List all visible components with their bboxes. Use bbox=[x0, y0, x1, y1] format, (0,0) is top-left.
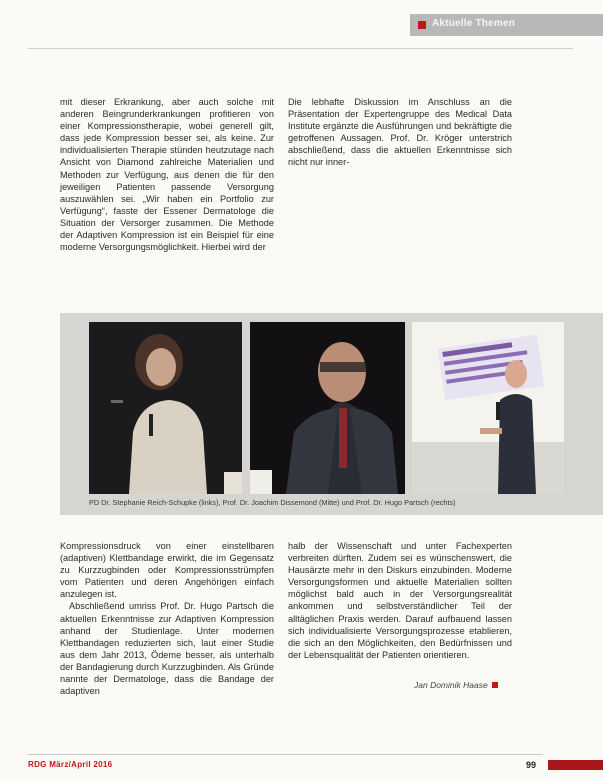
paragraph: Abschließend umriss Prof. Dr. Hugo Partsch die aktuellen Erkenntnisse zur Adaptiven Kompression anhand der Studienlage. Unter modernen Klettbandagen reduzierten sich, laut einer Studie aus dem Jahr 2013, Ödeme besser, als unterhalb der Bandagierung durch Kurzzugbinden. Als Gründe nannte der Dermatologe, dass die Bandage der adaptiven bbox=[60, 601, 274, 697]
photo-speaker-left bbox=[89, 322, 242, 494]
photo-caption: PD Dr. Stephanie Reich-Schupke (links), Prof. Dr. Joachim Dissemond (Mitte) und Prof. Dr. Hugo Partsch (rechts) bbox=[89, 498, 456, 507]
end-square-icon bbox=[492, 682, 498, 688]
page-number: 99 bbox=[526, 760, 537, 770]
footer-bar bbox=[548, 760, 603, 770]
footer-divider bbox=[28, 754, 543, 755]
footer-issue: RDG März/April 2016 bbox=[28, 760, 113, 769]
author-line bbox=[414, 680, 498, 690]
article-column-3 bbox=[60, 540, 274, 697]
photo-speaker-right bbox=[412, 322, 564, 494]
photo-speaker-center bbox=[250, 322, 405, 494]
section-tag bbox=[410, 14, 603, 36]
paragraph: Die lebhafte Diskussion im Anschluss an die Präsentation der Expertengruppe des Medical Data Institute ergänzte die Ausführungen und bekräftigte die getroffenen Aussagen. Prof. Dr. Kröger unterstrich abschließend, dass die aktuellen Erkenntnisse sich nicht nur inner- bbox=[288, 97, 512, 168]
article-column-2 bbox=[288, 96, 512, 169]
paragraph: mit dieser Erkrankung, aber auch solche mit anderen Beingrunderkrankungen profitieren von einer Kompressionstherapie, wobei generell gilt, dass jede Kompression besser sei, als keine. Zur individualisierten Therapie stünden heutzutage nach Ansicht von Diamond zahlreiche Materialien und Methoden zur Verfügung, aus denen die für den jeweiligen Patienten passende Versorgung auszuwählen sei. „Wir haben ein Portfolio zur Verfügung“, fasste der Essener Dermatologe die Situation der Versorger zusammen. Die Methode der Adaptiven Kompression ist ein Beispiel für eine moderne Versorgungsmöglichkeit. Hierbei wird der bbox=[60, 97, 274, 253]
paragraph: Kompressionsdruck von einer einstellbaren (adaptiven) Klettbandage erwirkt, die im Gegensatz zu Kurzzugbinden oder Kompressionsstrümpfen vom Patienten und deren Angehörigen einfach anzulegen ist. bbox=[60, 541, 274, 600]
article-column-4 bbox=[288, 540, 512, 661]
author-name: Jan Dominik Haase bbox=[414, 680, 488, 690]
top-divider bbox=[28, 48, 573, 49]
paragraph: halb der Wissenschaft und unter Fachexperten verbreiten dürften. Zudem sei es wünschenswert, die Hausärzte mehr in den Diskurs einzubinden. Moderne Versorgungsformen und aktuelle Materialien sollten möglichst bald auch in der Versorgungsrealität ankommen und selbstverständlicher Teil der alltäglichen Praxis werden. Darauf aufbauend lassen sich individualisierte Versorgungsprozesse etablieren, die sich an den Möglichkeiten, den Bedürfnissen und der Lebensqualität der Patienten orientieren. bbox=[288, 541, 512, 660]
red-square-icon bbox=[418, 21, 426, 29]
article-column-1 bbox=[60, 96, 274, 253]
section-label: Aktuelle Themen bbox=[432, 18, 516, 29]
